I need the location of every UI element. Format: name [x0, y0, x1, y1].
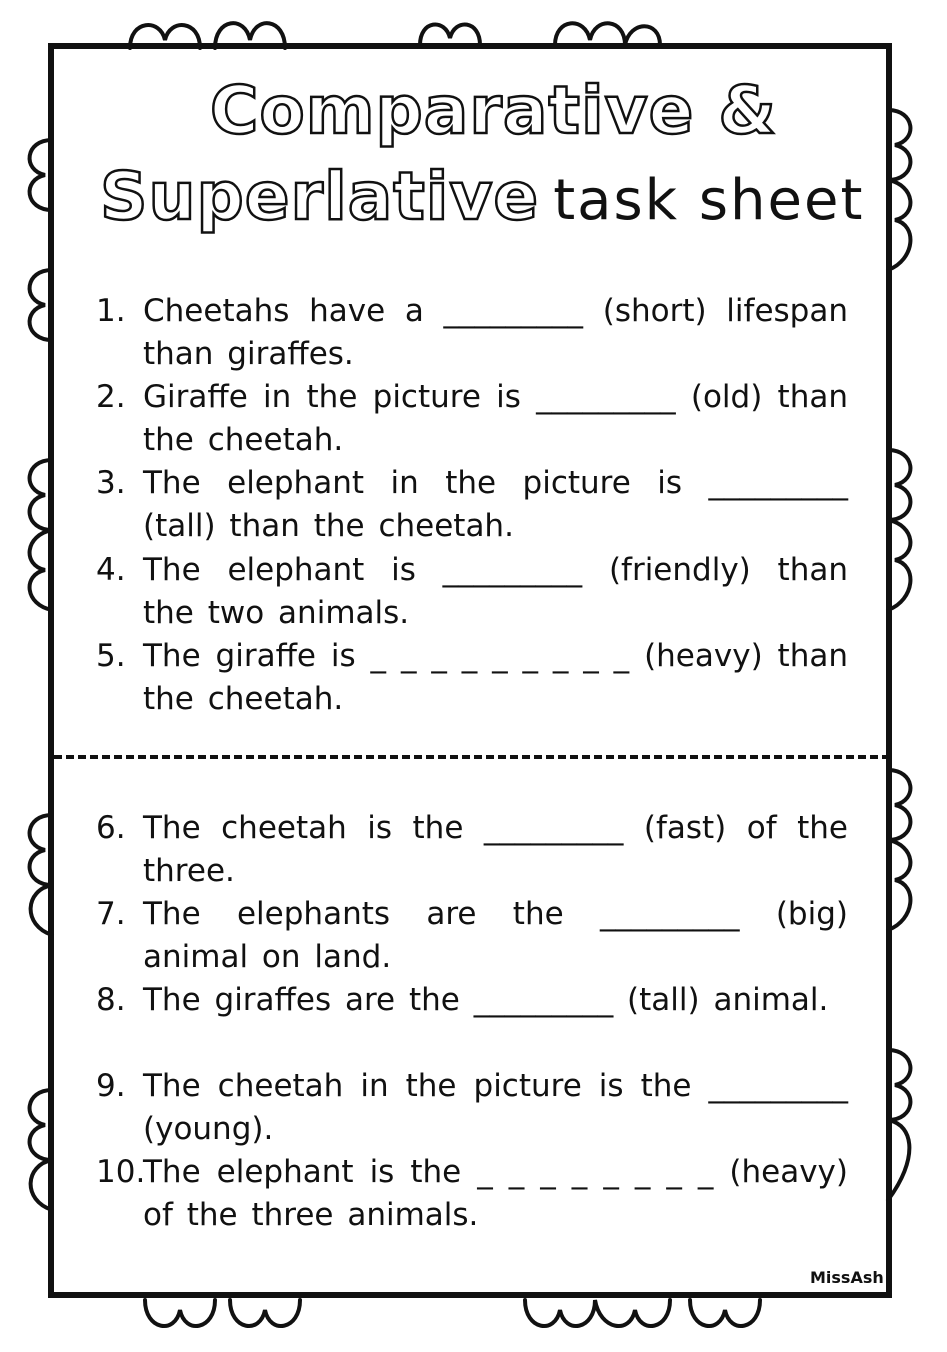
question-text: The cheetah in the picture is the _________ (young). [143, 1068, 848, 1147]
question-7 [96, 893, 848, 979]
question-number: 8. [96, 982, 126, 1018]
question-number: 1. [96, 293, 126, 329]
question-number: 10. [96, 1154, 146, 1190]
question-text: The elephants are the _________ (big) animal on land. [143, 896, 848, 975]
question-text: The giraffes are the _________ (tall) animal. [143, 982, 829, 1018]
question-6 [96, 807, 848, 893]
question-1 [96, 290, 848, 376]
title-task-sheet: task sheet [553, 168, 865, 233]
question-text: The elephant is _________ (friendly) than the two animals. [143, 552, 848, 631]
question-number: 6. [96, 810, 126, 846]
question-8 [96, 979, 848, 1022]
question-number: 2. [96, 379, 126, 415]
question-4 [96, 549, 848, 635]
question-3 [96, 462, 848, 548]
title-line-1: Comparative & [210, 72, 777, 149]
question-number: 9. [96, 1068, 126, 1104]
question-text: The cheetah is the _________ (fast) of the three. [143, 810, 848, 889]
question-9 [96, 1065, 848, 1151]
title-line-2 [100, 158, 865, 235]
question-text: Cheetahs have a _________ (short) lifespan than giraffes. [143, 293, 848, 372]
question-number: 3. [96, 465, 126, 501]
question-2 [96, 376, 848, 462]
author-signature: MissAsh [810, 1268, 884, 1287]
question-5 [96, 635, 848, 721]
question-number: 4. [96, 552, 126, 588]
question-text: Giraffe in the picture is _________ (old) than the cheetah. [143, 379, 848, 458]
section-divider [54, 755, 890, 759]
question-10 [96, 1151, 848, 1237]
question-text: The elephant is the _ _ _ _ _ _ _ _ (heavy) of the three animals. [143, 1154, 848, 1233]
question-number: 5. [96, 638, 126, 674]
question-text: The elephant in the picture is _________ (tall) than the cheetah. [143, 465, 848, 544]
question-number: 7. [96, 896, 126, 932]
question-text: The giraffe is _ _ _ _ _ _ _ _ _ (heavy) than the cheetah. [143, 638, 848, 717]
title-superlative: Superlative [100, 158, 540, 235]
